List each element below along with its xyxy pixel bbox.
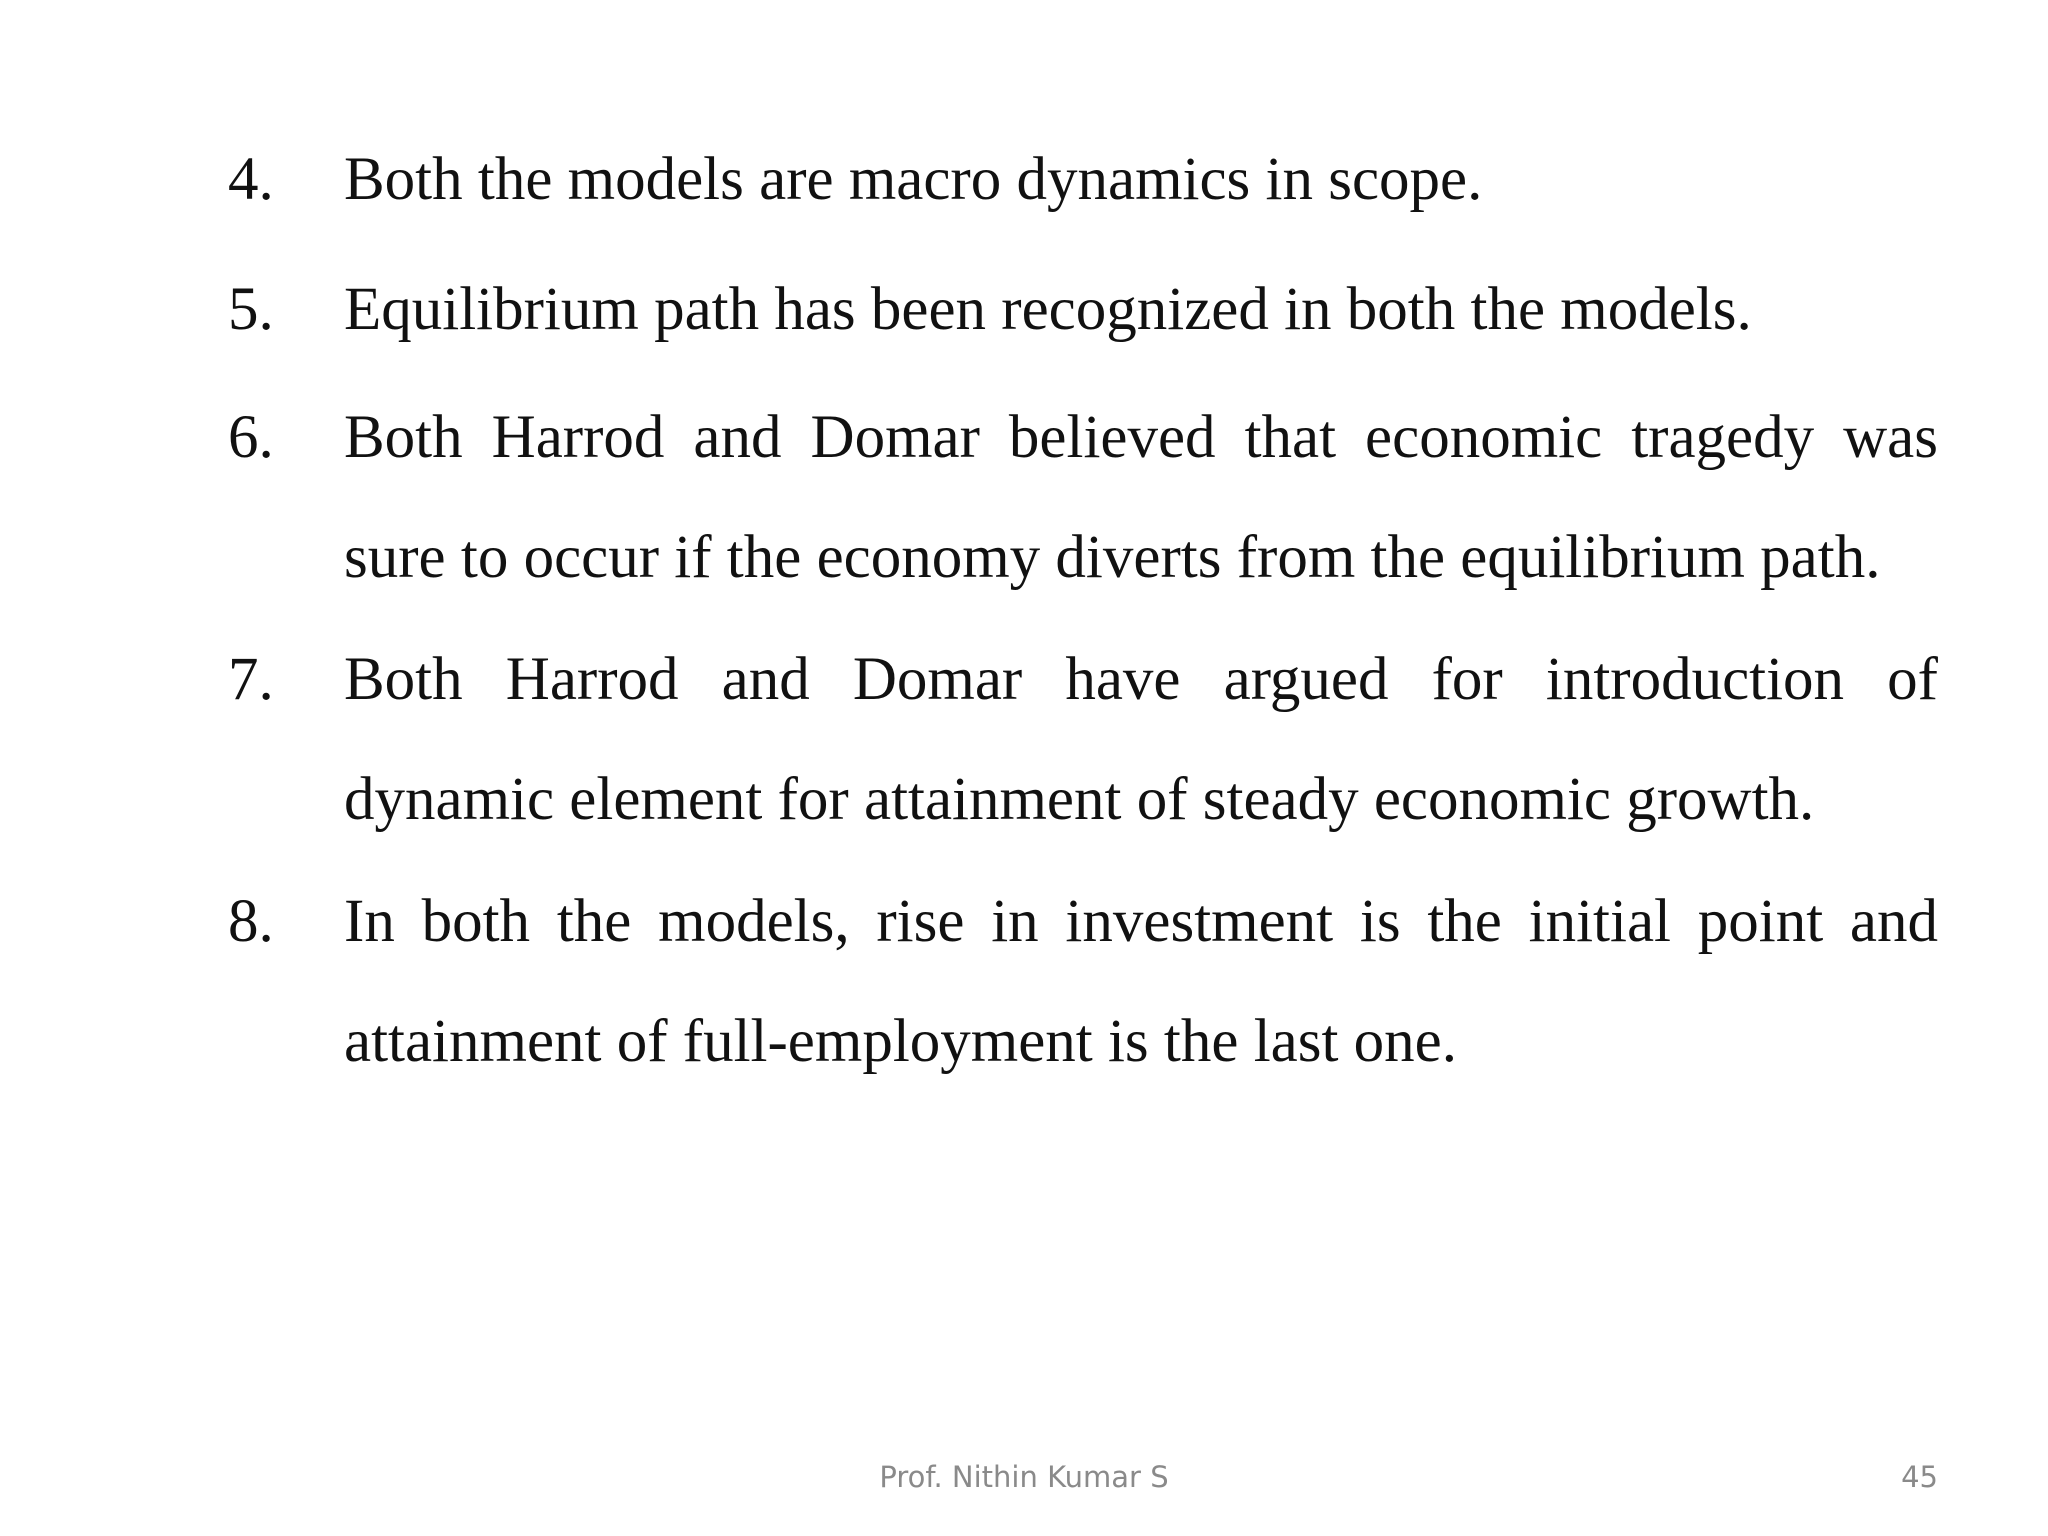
list-item-number: 4. [228, 146, 274, 213]
list-item-number: 6. [228, 404, 274, 471]
list-item-text: In both the models, rise in investment is the initial point and attainment of full-employment is the last one. [344, 888, 1938, 1075]
list-item-text: Both the models are macro dynamics in scope. [344, 146, 1483, 213]
page-number: 45 [1901, 1460, 1938, 1494]
list-item-number: 7. [228, 646, 274, 713]
list-item-text: Both Harrod and Domar believed that economic tragedy was sure to occur if the economy diverts from the equilibrium path. [344, 404, 1938, 591]
footer-author: Prof. Nithin Kumar S [879, 1460, 1169, 1494]
list-item-text: Equilibrium path has been recognized in both the models. [344, 276, 1752, 343]
list-item-number: 8. [228, 888, 274, 955]
list-item-number: 5. [228, 276, 274, 343]
list-item-text: Both Harrod and Domar have argued for introduction of dynamic element for attainment of steady economic growth. [344, 646, 1938, 833]
